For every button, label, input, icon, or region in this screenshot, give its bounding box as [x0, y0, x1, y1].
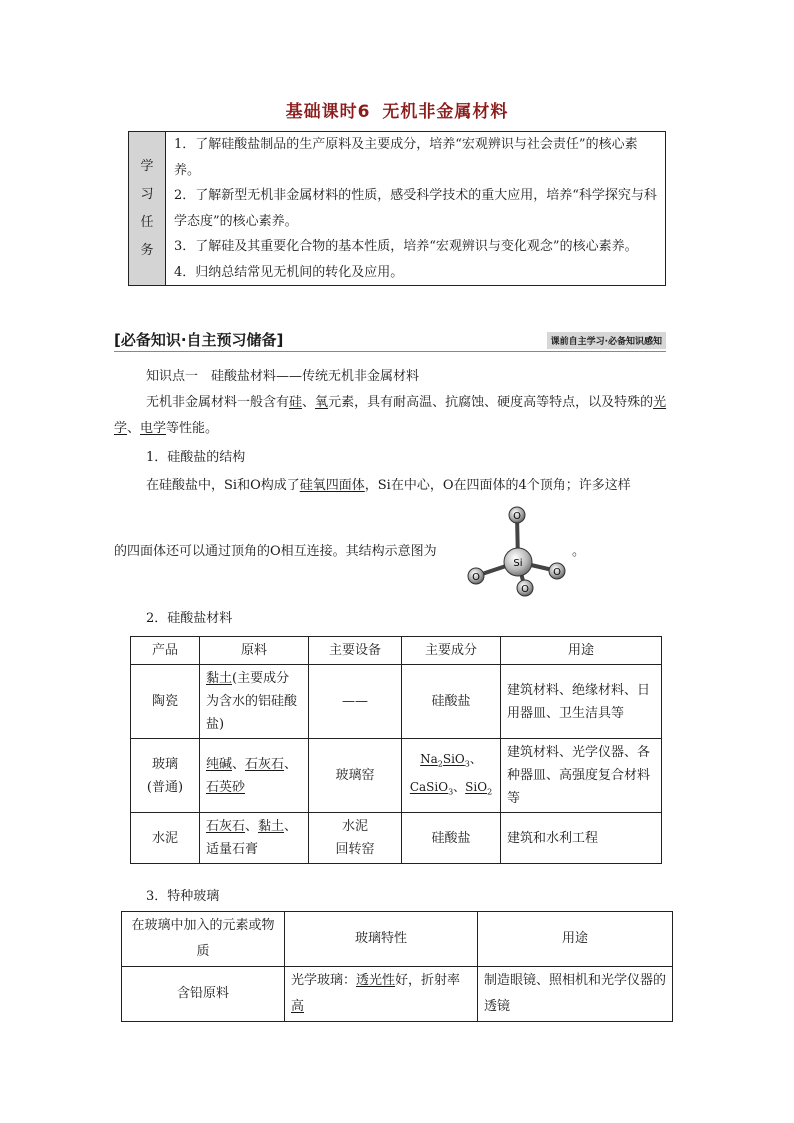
knowledge-point-heading: 知识点一 硅酸盐材料——传统无机非金属材料	[146, 369, 420, 384]
intro-text: 无机非金属材料一般含有	[146, 395, 290, 410]
table-cell-property	[285, 967, 478, 1022]
special-glass-table	[121, 911, 673, 1022]
intro-underline: 光学	[114, 395, 667, 436]
intro-underline: 氧	[315, 395, 329, 410]
raw-underline: 黏土	[206, 671, 233, 686]
raw-underline: 石灰石	[245, 756, 285, 772]
structure-text: 在硅酸盐中，Si和O构成了	[146, 478, 300, 493]
raw-sep: 、	[245, 819, 259, 834]
raw-text: 适量石膏	[206, 842, 259, 857]
subheading-silicate-materials: 2．硅酸盐材料	[146, 611, 233, 626]
product-note: (普通)	[146, 779, 184, 795]
silicon-atom	[504, 548, 532, 576]
oxygen-atom-top	[509, 507, 525, 523]
raw-sep: 、	[232, 756, 246, 772]
tasks-header-char: 学	[140, 158, 154, 174]
oxygen-atom-right	[549, 563, 565, 579]
raw-underline: 石英砂	[206, 779, 246, 795]
table-cell-use: 建筑材料、绝缘材料、日用器皿、卫生洁具等	[501, 665, 662, 739]
table-row	[131, 739, 662, 813]
task-item: 1．了解硅酸盐制品的生产原料及主要成分，培养“宏观辨识与社会责任”的核心素养。	[174, 137, 638, 178]
structure-paragraph	[114, 473, 674, 499]
table-cell-raw	[200, 739, 309, 813]
table-cell-additive: 含铅原料	[122, 967, 285, 1022]
product-name: 玻璃	[151, 756, 178, 772]
task-item: 2．了解新型无机非金属材料的性质，感受科学技术的重大应用，培养“科学探究与科学态度”的核心素养。	[174, 188, 657, 229]
raw-underline: 石灰石	[206, 819, 246, 834]
table-row	[122, 967, 673, 1022]
intro-text: 元素，具有耐高温、抗腐蚀、硬度高等特点，以及特殊的	[328, 395, 654, 410]
subheading-structure: 1．硅酸盐的结构	[146, 450, 246, 465]
table-cell-equipment: ——	[309, 665, 402, 739]
raw-text: (主要成分为含水的铝硅酸盐)	[206, 671, 298, 732]
task-item: 3．了解硅及其重要化合物的基本性质，培养“宏观辨识与变化观念”的核心素养。	[174, 239, 638, 254]
formula-casio3: CaSiO$_3$	[409, 779, 454, 796]
formula-na2sio3: $Na_2SiO_3$	[420, 752, 470, 769]
raw-sep: 、	[284, 819, 298, 834]
raw-sep: 、	[284, 756, 298, 772]
table-cell-use: 建筑和水利工程	[501, 813, 662, 864]
table-header-cell: 产品	[131, 637, 200, 665]
silicon-oxygen-tetrahedron-diagram	[462, 500, 572, 604]
table-row	[131, 813, 662, 864]
table-cell-product	[131, 739, 200, 813]
equipment-line: 水泥	[341, 819, 368, 834]
table-header-cell: 主要设备	[309, 637, 402, 665]
property-underline: 高	[291, 999, 305, 1014]
table-header-cell: 在玻璃中加入的元素或物质	[122, 912, 285, 967]
structure-period: 。	[572, 544, 586, 559]
table-cell-component: 硅酸盐	[402, 813, 501, 864]
table-cell-component: 硅酸盐	[402, 665, 501, 739]
svg-text:O: O	[553, 567, 561, 578]
page-title	[0, 97, 794, 122]
structure-text: ，Si在中心，O在四面体的4个顶角；许多这样	[364, 478, 631, 493]
property-text: 好，折射率	[395, 973, 461, 988]
silicate-materials-table	[130, 636, 662, 864]
tasks-header-char: 习	[140, 186, 154, 202]
title-sub: 无机非金属材料	[382, 102, 509, 122]
task-item: 4．归纳总结常见无机间的转化及应用。	[174, 264, 404, 280]
table-cell-product: 水泥	[131, 813, 200, 864]
table-header-row	[131, 637, 662, 665]
section-banner	[114, 329, 666, 352]
table-cell-raw	[200, 665, 309, 739]
subheading-special-glass: 3．特种玻璃	[146, 889, 220, 904]
table-cell-use: 建筑材料、光学仪器、各种器皿、高强度复合材料等	[501, 739, 662, 813]
tasks-body	[166, 132, 666, 286]
raw-underline: 纯碱	[206, 756, 233, 772]
structure-underline: 硅氧四面体	[299, 478, 365, 493]
table-header-cell: 原料	[200, 637, 309, 665]
table-cell-raw	[200, 813, 309, 864]
svg-text:O: O	[472, 572, 480, 583]
structure-paragraph-cont: 的四面体还可以通过顶角的O相互连接。其结构示意图为	[114, 544, 437, 559]
banner-tag: 课前自主学习·必备知识感知	[547, 332, 666, 349]
table-header-cell: 用途	[501, 637, 662, 665]
table-header-row	[122, 912, 673, 967]
title-main: 基础课时6	[285, 102, 371, 122]
table-cell-product: 陶瓷	[131, 665, 200, 739]
intro-underline: 电学	[140, 421, 167, 436]
raw-underline: 黏土	[258, 819, 285, 834]
table-cell-component: $Na_2SiO_3$、 CaSiO$_3$、SiO$_2$	[402, 739, 501, 813]
property-text: 光学玻璃：	[291, 973, 357, 988]
table-cell-use: 制造眼镜、照相机和光学仪器的透镜	[478, 967, 673, 1022]
intro-underline: 硅	[289, 395, 303, 410]
intro-paragraph	[114, 390, 674, 442]
intro-text: 、	[127, 421, 141, 436]
tasks-header-char: 任	[140, 214, 154, 230]
svg-text:O: O	[513, 511, 521, 522]
property-underline: 透光性	[356, 973, 396, 988]
tasks-header	[129, 132, 166, 286]
banner-title: [必备知识·自主预习储备]	[114, 331, 284, 349]
intro-text: 、	[302, 395, 316, 410]
table-header-cell: 用途	[478, 912, 673, 967]
tasks-header-char: 务	[140, 242, 154, 258]
table-cell-equipment	[309, 813, 402, 864]
table-header-cell: 玻璃特性	[285, 912, 478, 967]
svg-text:Si: Si	[513, 558, 523, 569]
equipment-line: 回转窑	[335, 842, 375, 857]
table-row	[131, 665, 662, 739]
learning-tasks-table	[128, 131, 666, 286]
table-cell-equipment: 玻璃窑	[309, 739, 402, 813]
formula-sio2: SiO$_2$	[465, 779, 493, 796]
svg-text:O: O	[521, 584, 529, 595]
oxygen-atom-left	[468, 568, 484, 584]
oxygen-atom-bottom	[517, 580, 533, 596]
table-header-cell: 主要成分	[402, 637, 501, 665]
intro-text: 等性能。	[166, 421, 219, 436]
